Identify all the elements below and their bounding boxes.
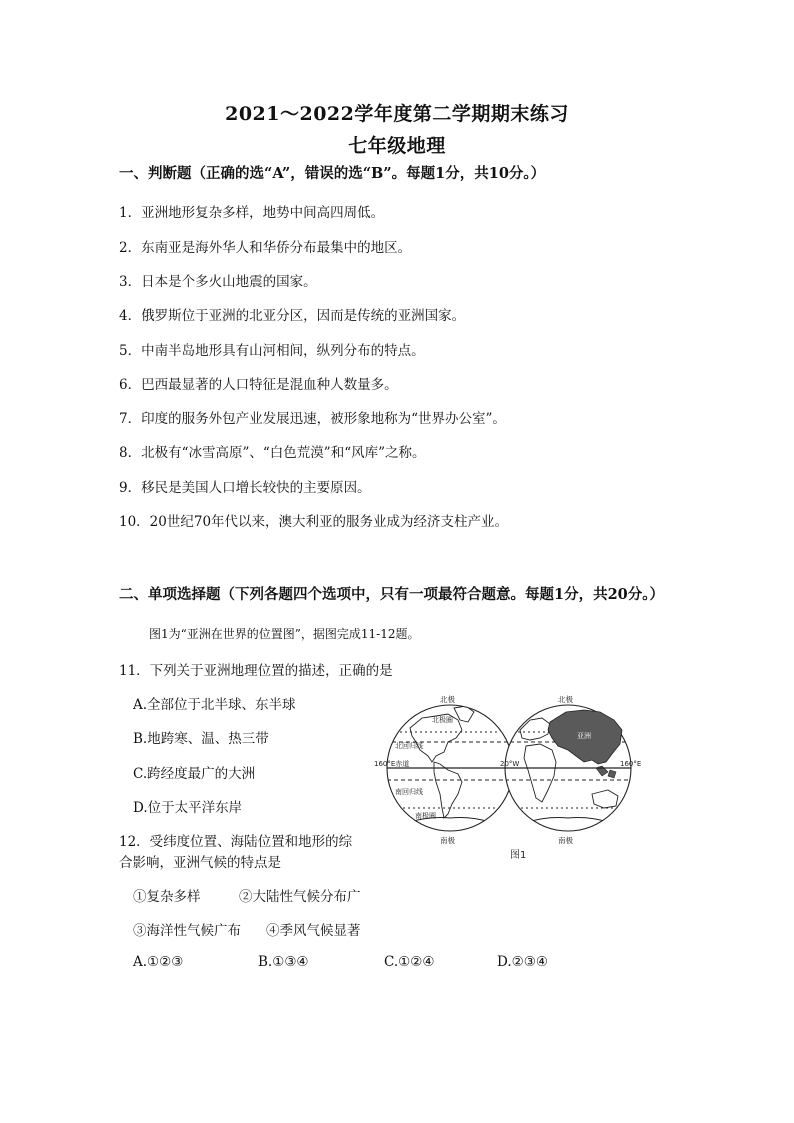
q12-statement-3: ③海洋性气候广布 bbox=[133, 923, 241, 939]
mid-meridian-label: 20°W bbox=[500, 760, 520, 768]
judge-item-8: 8．北极有“冰雪高原”、“白色荒漠”和“风库”之称。 bbox=[119, 445, 426, 461]
judge-item-10: 10．20世纪70年代以来，澳大利亚的服务业成为经济支柱产业。 bbox=[119, 514, 509, 530]
figure-intro: 图1为“亚洲在世界的位置图”，据图完成11-12题。 bbox=[149, 627, 420, 641]
judge-item-3: 3．日本是个多火山地震的国家。 bbox=[119, 274, 317, 290]
q12-option-a: A.①②③ bbox=[133, 954, 184, 970]
east-meridian-label: 160°E bbox=[620, 760, 642, 768]
q12-statement-2: ②大陆性气候分布广 bbox=[239, 889, 361, 905]
judge-item-6: 6．巴西最显著的人口特征是混血种人数量多。 bbox=[119, 377, 398, 393]
judge-item-1: 1．亚洲地形复杂多样，地势中间高四周低。 bbox=[119, 205, 385, 221]
west-south-pole-label: 南极 bbox=[440, 836, 455, 845]
q12-stem-line2: 合影响，亚洲气候的特点是 bbox=[119, 855, 281, 871]
east-south-pole-label: 南极 bbox=[558, 836, 573, 845]
q11-option-b: B.地跨寒、温、热三带 bbox=[133, 731, 269, 747]
arctic-circle-label: 北极圈 bbox=[432, 716, 453, 724]
q11-option-a: A.全部位于北半球、东半球 bbox=[133, 697, 296, 713]
q11-stem: 11．下列关于亚洲地理位置的描述，正确的是 bbox=[119, 663, 393, 679]
section2-heading: 二、单项选择题（下列各题四个选项中，只有一项最符合题意。每题1分，共20分。） bbox=[119, 586, 665, 603]
equator-label: 160°E赤道 bbox=[374, 760, 410, 768]
page-subtitle: 七年级地理 bbox=[348, 135, 446, 157]
figure-caption: 图1 bbox=[510, 850, 527, 861]
judge-item-7: 7．印度的服务外包产业发展迅速，被形象地称为“世界办公室”。 bbox=[119, 411, 506, 427]
q12-statement-1: ①复杂多样 bbox=[133, 889, 201, 905]
section1-heading: 一、判断题（正确的选“A”，错误的选“B”。每题1分，共10分。） bbox=[119, 165, 546, 182]
judge-item-4: 4．俄罗斯位于亚洲的北亚分区，因而是传统的亚洲国家。 bbox=[119, 308, 466, 324]
q11-option-c: C.跨经度最广的大洲 bbox=[133, 766, 256, 782]
judge-item-9: 9．移民是美国人口增长较快的主要原因。 bbox=[119, 480, 371, 496]
page-title: 2021～2022学年度第二学期期末练习 bbox=[225, 103, 569, 125]
q12-statement-4: ④季风气候显著 bbox=[266, 923, 361, 939]
asia-position-map bbox=[370, 690, 660, 865]
q12-option-c: C.①②④ bbox=[384, 954, 435, 970]
judge-item-5: 5．中南半岛地形具有山河相间，纵列分布的特点。 bbox=[119, 343, 425, 359]
tropic-capricorn-label: 南回归线 bbox=[395, 788, 423, 796]
q12-option-d: D.②③④ bbox=[497, 954, 548, 970]
judge-item-2: 2．东南亚是海外华人和华侨分布最集中的地区。 bbox=[119, 240, 412, 256]
antarctic-circle-label: 南极圈 bbox=[415, 812, 436, 820]
q11-option-d: D.位于太平洋东岸 bbox=[133, 800, 243, 816]
q12-stem-line1: 12．受纬度位置、海陆位置和地形的综 bbox=[119, 834, 353, 850]
west-north-pole-label: 北极 bbox=[440, 695, 455, 704]
q12-option-b: B.①③④ bbox=[258, 954, 309, 970]
asia-label: 亚洲 bbox=[577, 732, 591, 740]
east-north-pole-label: 北极 bbox=[558, 695, 573, 704]
tropic-cancer-label: 北回归线 bbox=[395, 742, 423, 750]
